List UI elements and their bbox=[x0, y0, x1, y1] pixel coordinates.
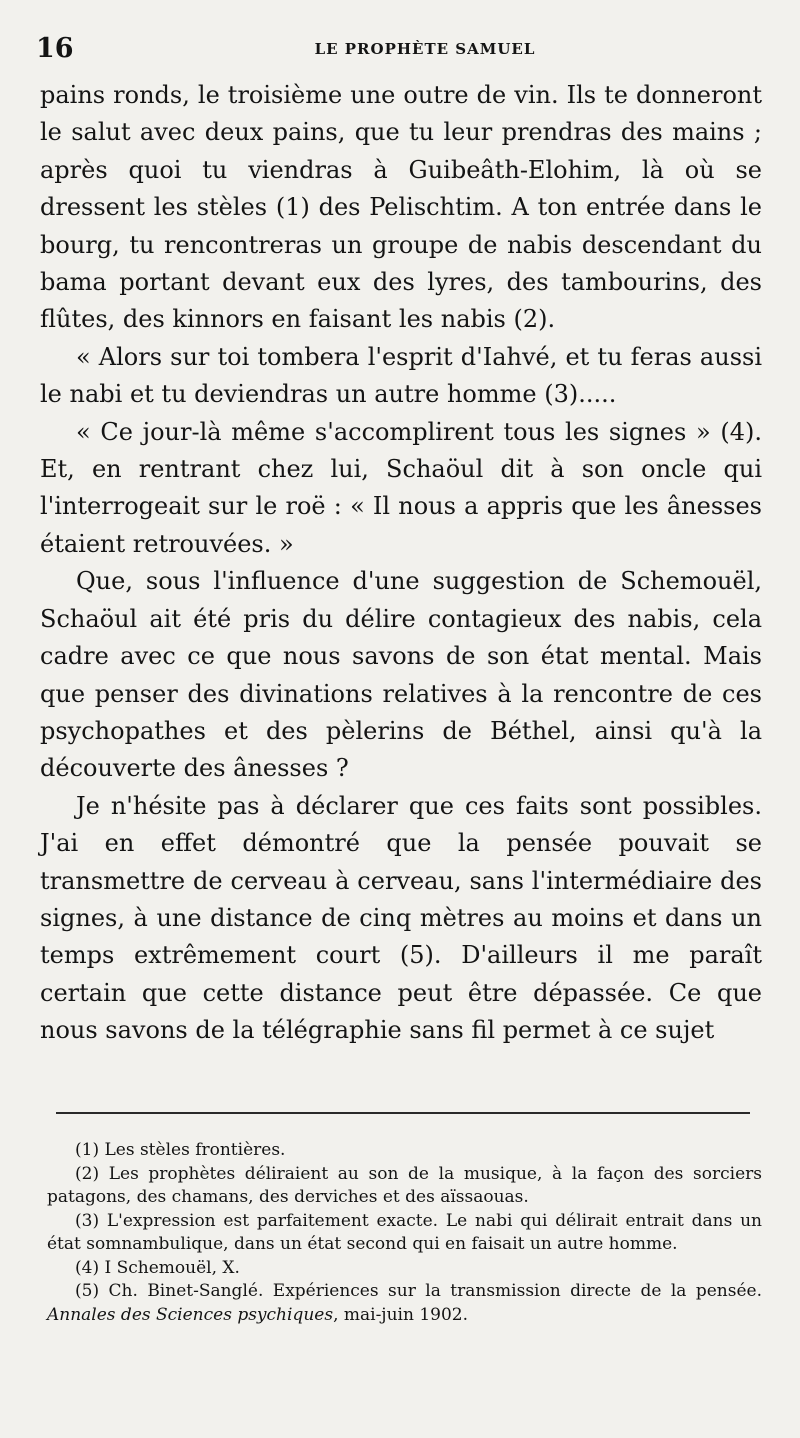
paragraph-2: « Alors sur toi tombera l'esprit d'Iahvé, et tu feras aussi le nabi et tu deviendras un autre homme (3)..... bbox=[40, 342, 762, 409]
footnote-5-date: , mai-juin 1902. bbox=[333, 1304, 468, 1325]
page-number: 16 bbox=[36, 33, 74, 64]
main-text bbox=[40, 77, 762, 1050]
paragraph-1: pains ronds, le troisième une outre de vin. Ils te donneront le salut avec deux pains, que tu leur prendras des mains ; après quoi tu viendras à Guibeâth-Elohim, là où se dressent les stèles (1) des Pelischtim. A ton entrée dans le bourg, tu rencontreras un groupe de nabis descendant du bama portant devant eux des lyres, des tambourins, des flûtes, des kinnors en faisant les nabis (2). bbox=[40, 81, 762, 334]
paragraph-4: Que, sous l'influence d'une suggestion de Schemouël, Schaöul ait été pris du délire contagieux des nabis, cela cadre avec ce que nous savons de son état mental. Mais que penser des divinations relatives à la rencontre de ces psychopathes et des pèlerins de Béthel, ainsi qu'à la découverte des ânesses ? bbox=[40, 567, 762, 783]
footnote-1: (1) Les stèles frontières. bbox=[75, 1140, 286, 1160]
footnote-5 bbox=[47, 1280, 762, 1327]
paragraph-5: Je n'hésite pas à déclarer que ces faits sont possibles. J'ai en effet démontré que la pensée pouvait se transmettre de cerveau à cerveau, sans l'intermédiaire des signes, à une distance de cinq mètres au moins et dans un temps extrêmement court (5). D'ailleurs il me paraît certain que cette distance peut être dépassée. Ce que nous savons de la télégraphie sans fil permet à ce sujet bbox=[40, 791, 762, 1045]
footnote-4: (4) I Schemouël, X. bbox=[75, 1257, 240, 1278]
footnotes bbox=[47, 1139, 762, 1327]
footnote-3: (3) L'expression est parfaitement exacte. Le nabi qui délirait entrait dans un état somnambulique, dans un état second qui en faisait un autre homme. bbox=[47, 1210, 762, 1254]
footnote-2: (2) Les prophètes déliraient au son de la musique, à la façon des sorciers patagons, des chamans, des derviches et des aïssaouas. bbox=[47, 1163, 762, 1207]
page-header bbox=[36, 33, 762, 65]
footnote-5-journal: Annales des Sciences psychiques bbox=[47, 1304, 334, 1325]
footnote-5-text: (5) Ch. Binet-Sanglé. Expériences sur la transmission directe de la pensée. bbox=[75, 1281, 762, 1301]
footnote-divider bbox=[56, 1112, 750, 1114]
running-title: LE PROPHÈTE SAMUEL bbox=[314, 40, 536, 58]
paragraph-3: « Ce jour-là même s'accomplirent tous les signes » (4). Et, en rentrant chez lui, Schaöul dit à son oncle qui l'interrogeait sur le roë : « Il nous a appris que les ânesses étaient retrouvées. » bbox=[40, 417, 762, 558]
